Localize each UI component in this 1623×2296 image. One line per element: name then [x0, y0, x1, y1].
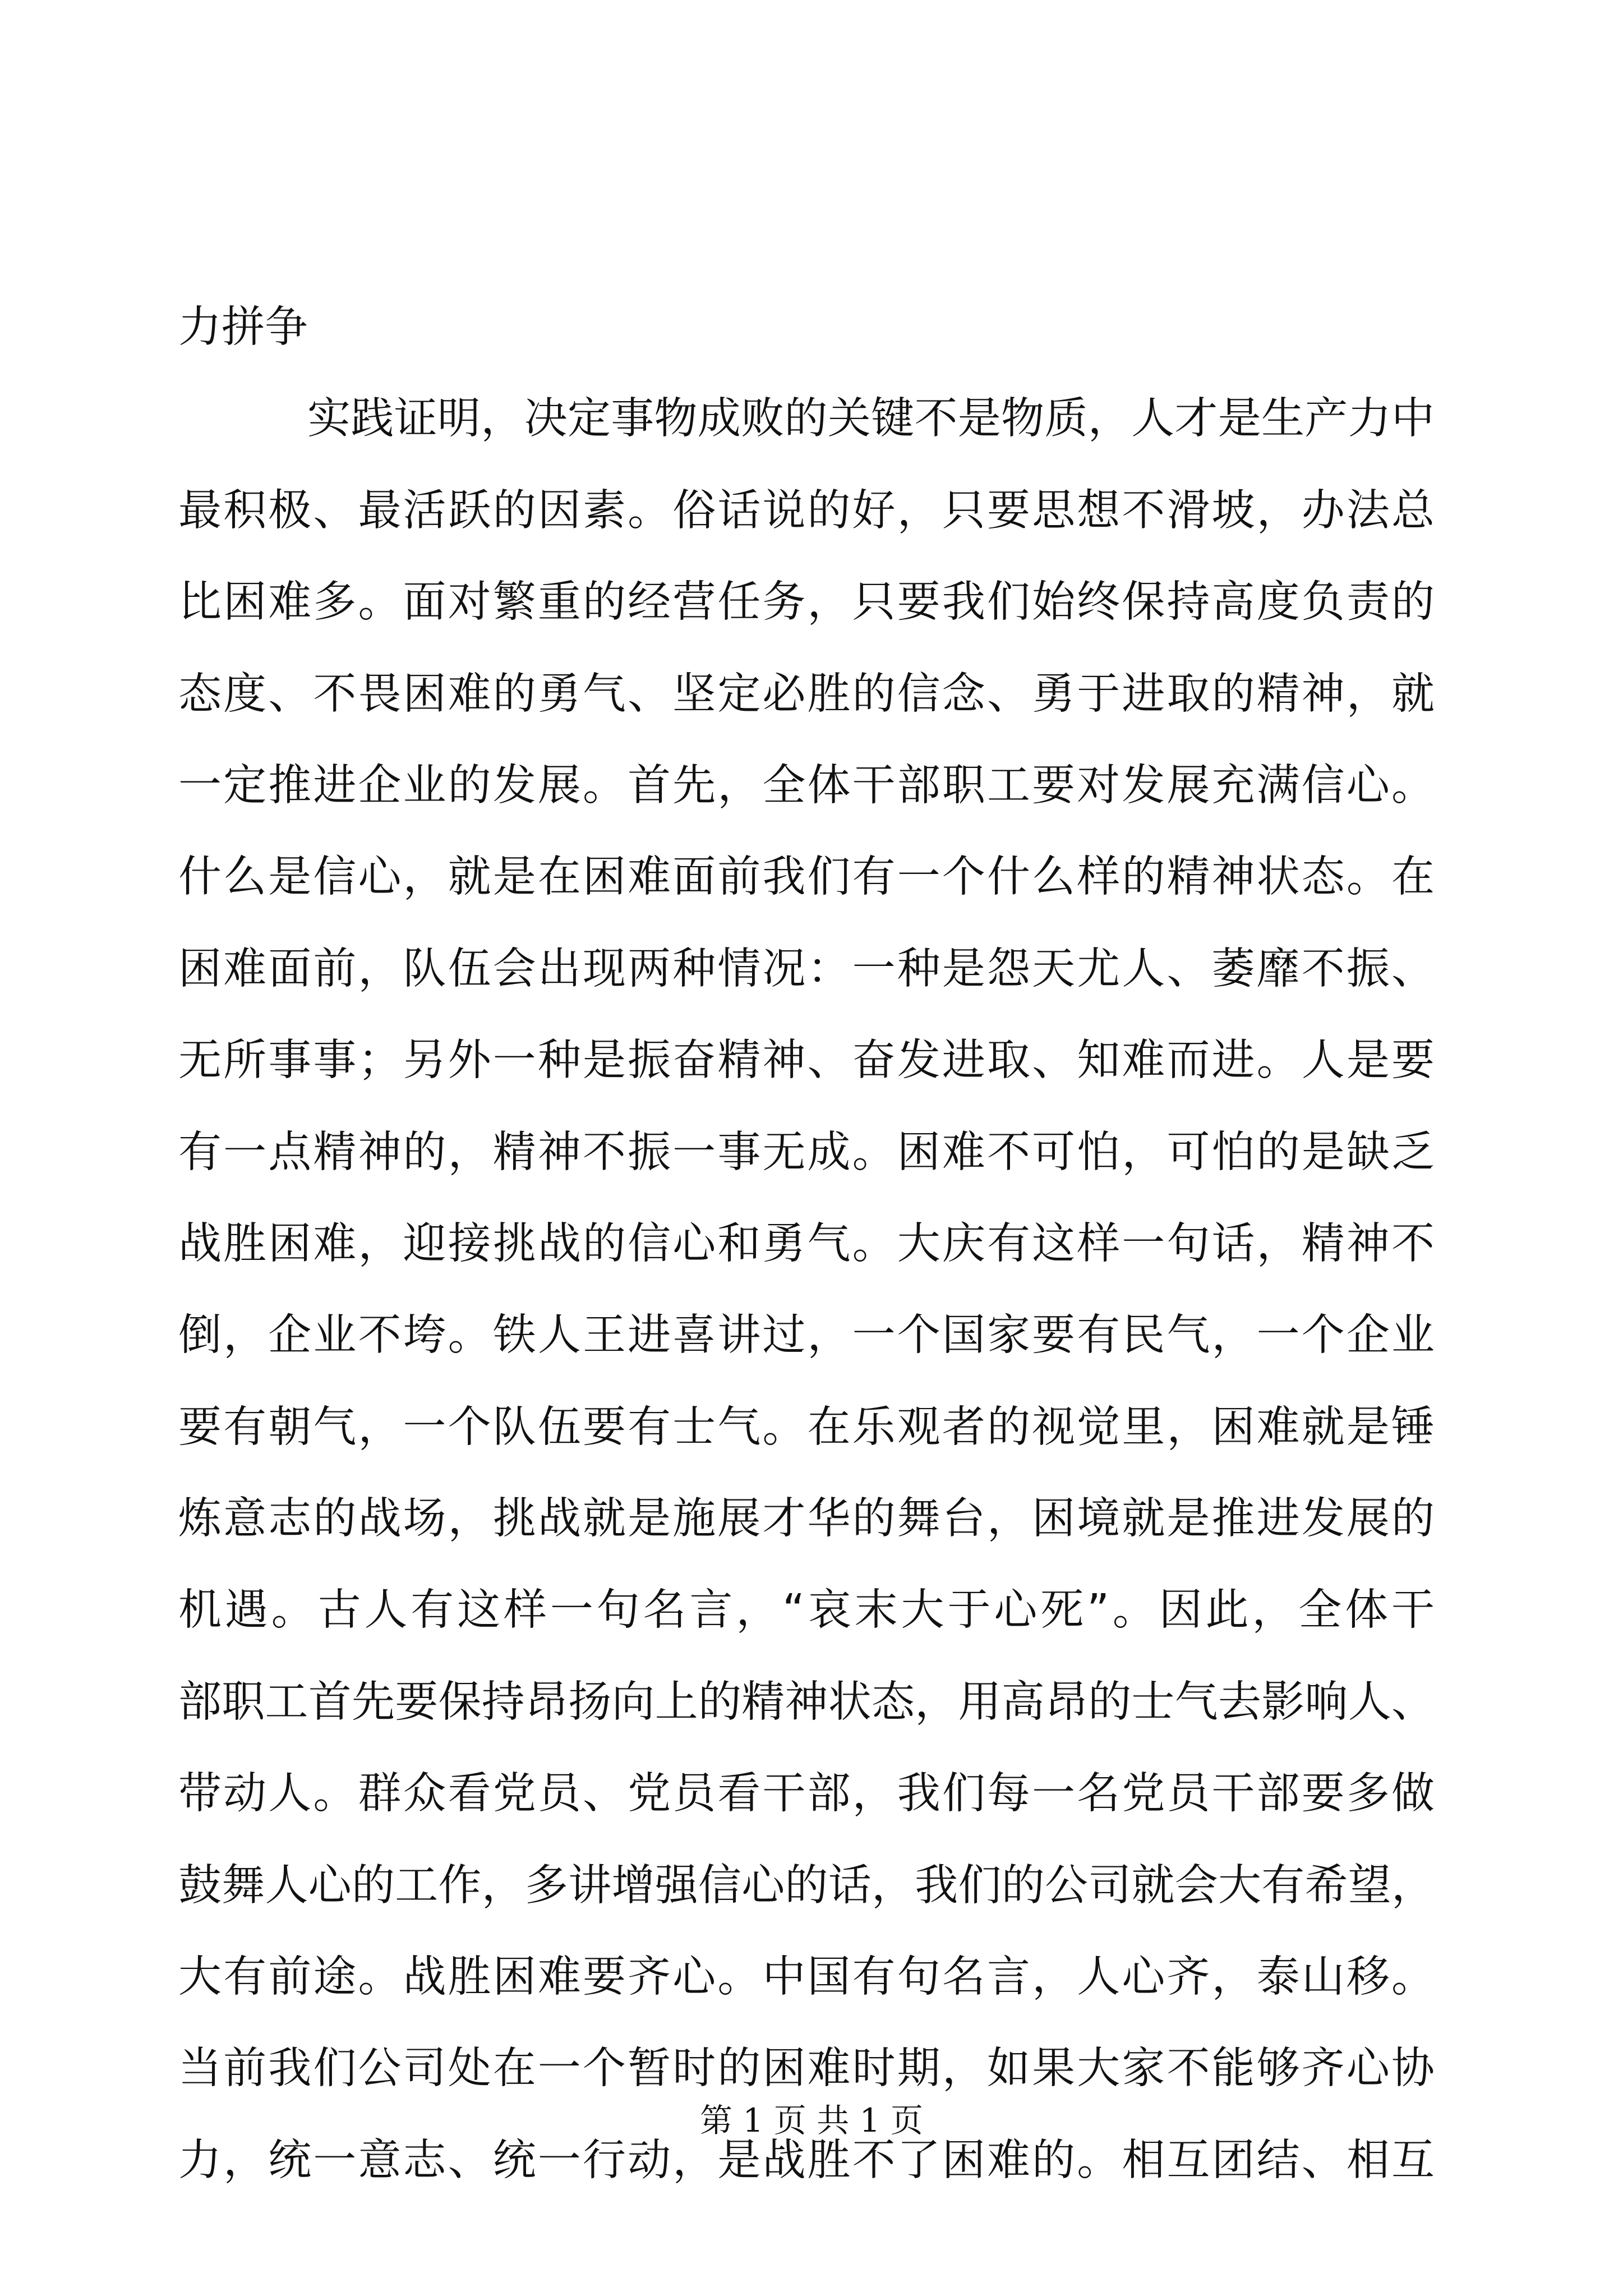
page-footer	[0, 2098, 1623, 2143]
text-line: 当前我们公司处在一个暂时的困难时期，如果大家不能够齐心协	[178, 2044, 1435, 2094]
page-number-label: 第 1 页 共 1 页	[700, 2101, 923, 2139]
text-line: 最积极、最活跃的因素。俗话说的好，只要思想不滑坡，办法总	[178, 485, 1435, 536]
text-line: 什么是信心，就是在困难面前我们有一个什么样的精神状态。在	[178, 852, 1435, 903]
text-line: 倒，企业不垮。铁人王进喜讲过，一个国家要有民气，一个企业	[178, 1310, 1435, 1361]
text-line: 一定推进企业的发展。首先，全体干部职工要对发展充满信心。	[178, 760, 1435, 811]
body-text	[178, 297, 1435, 2222]
text-line: 炼意志的战场，挑战就是施展才华的舞台，困境就是推进发展的	[178, 1494, 1435, 1544]
text-line: 机遇。古人有这样一句名言，“哀末大于心死”。因此，全体干	[178, 1585, 1435, 1636]
text-line: 大有前途。战胜困难要齐心。中国有句名言，人心齐，泰山移。	[178, 1952, 1435, 2003]
text-line: 无所事事；另外一种是振奋精神、奋发进取、知难而进。人是要	[178, 1036, 1435, 1086]
text-line: 有一点精神的，精神不振一事无成。困难不可怕，可怕的是缺乏	[178, 1127, 1435, 1177]
text-line: 带动人。群众看党员、党员看干部，我们每一名党员干部要多做	[178, 1769, 1435, 1819]
text-line: 力，统一意志、统一行动，是战胜不了困难的。相互团结、相互	[178, 2135, 1435, 2185]
text-line: 战胜困难，迎接挑战的信心和勇气。大庆有这样一句话，精神不	[178, 1218, 1435, 1269]
text-line: 要有朝气，一个队伍要有士气。在乐观者的视觉里，困难就是锤	[178, 1402, 1435, 1452]
text-line: 态度、不畏困难的勇气、坚定必胜的信念、勇于进取的精神，就	[178, 669, 1435, 719]
text-line: 鼓舞人心的工作，多讲增强信心的话，我们的公司就会大有希望，	[178, 1860, 1435, 1911]
text-line: 实践证明，决定事物成败的关键不是物质，人才是生产力中	[307, 394, 1435, 444]
text-line: 比困难多。面对繁重的经营任务，只要我们始终保持高度负责的	[178, 577, 1435, 628]
text-line: 力拼争	[178, 302, 308, 352]
text-line: 部职工首先要保持昂扬向上的精神状态，用高昂的士气去影响人、	[178, 1677, 1435, 1727]
text-line: 困难面前，队伍会出现两种情况：一种是怨天尤人、萎靡不振、	[178, 944, 1435, 994]
